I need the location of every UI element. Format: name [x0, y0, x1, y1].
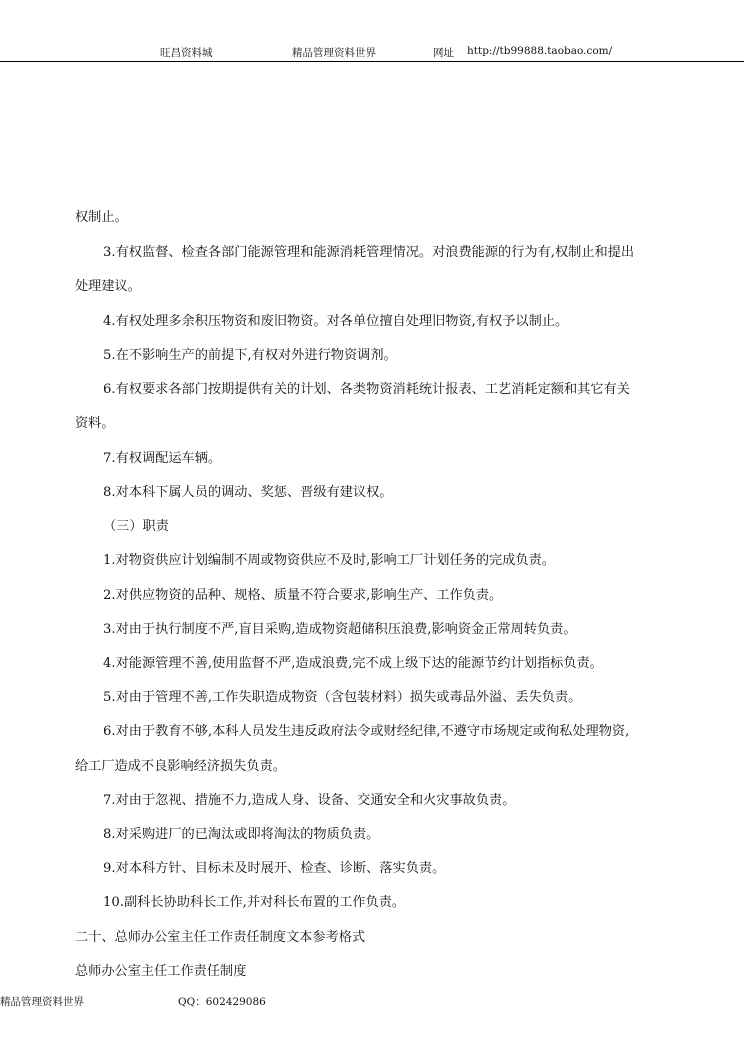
text-line: 8.对采购进厂的已淘汰或即将淘汰的物质负责。: [103, 827, 380, 842]
text-line: 5.对由于管理不善,工作失职造成物资（含包装材料）损失或毒品外溢、丢失负责。: [103, 690, 582, 705]
text-line: 9.对本科方针、目标未及时展开、检查、诊断、落实负责。: [103, 861, 446, 876]
header-url-label: 网址: [433, 47, 454, 59]
header-title: 精品管理资料世界: [292, 47, 376, 59]
footer-qq: QQ：602429086: [178, 996, 266, 1008]
text-line: 3.有权监督、检查各部门能源管理和能源消耗管理情况。对浪费能源的行为有,权制止和提出: [103, 245, 635, 260]
document-title: 总师办公室主任工作责任制度: [75, 964, 247, 979]
text-line: 3.对由于执行制度不严,盲目采购,造成物资超储积压浪费,影响资金正常周转负责。: [103, 622, 577, 637]
text-line: 给工厂造成不良影响经济损失负责。: [75, 759, 286, 774]
header-site-name: 旺昌资料城: [160, 47, 213, 59]
chapter-heading: 二十、总师办公室主任工作责任制度文本参考格式: [75, 930, 366, 945]
text-line: 7.对由于忽视、措施不力,造成人身、设备、交通安全和火灾事故负责。: [103, 793, 516, 808]
text-line: 6.对由于教育不够,本科人员发生违反政府法令或财经纪律,不遵守市场规定或徇私处理物资,: [103, 724, 630, 739]
text-line: 8.对本科下属人员的调动、奖惩、晋级有建议权。: [103, 485, 393, 500]
text-line: 4.对能源管理不善,使用监督不严,造成浪费,完不成上级下达的能源节约计划指标负责。: [103, 656, 603, 671]
footer-site-name: 精品管理资料世界: [0, 996, 84, 1008]
header-url: http://tb99888.taobao.com/: [467, 45, 613, 57]
text-line: 1.对物资供应计划编制不周或物资供应不及时,影响工厂计划任务的完成负责。: [103, 553, 555, 568]
text-line: 处理建议。: [75, 279, 141, 294]
text-line: 资料。: [75, 416, 115, 431]
section-heading: （三）职责: [103, 519, 169, 534]
text-line: 7.有权调配运车辆。: [103, 451, 222, 466]
text-line: 4.有权处理多余积压物资和废旧物资。对各单位擅自处理旧物资,有权予以制止。: [103, 314, 569, 329]
text-line: 6.有权要求各部门按期提供有关的计划、各类物资消耗统计报表、工艺消耗定额和其它有关: [103, 382, 630, 397]
text-line: 权制止。: [75, 210, 128, 225]
text-line: 2.对供应物资的品种、规格、质量不符合要求,影响生产、工作负责。: [103, 588, 503, 603]
text-line: 5.在不影响生产的前提下,有权对外进行物资调剂。: [103, 348, 397, 363]
text-line: 10.副科长协助科长工作,并对科长布置的工作负责。: [103, 895, 406, 910]
